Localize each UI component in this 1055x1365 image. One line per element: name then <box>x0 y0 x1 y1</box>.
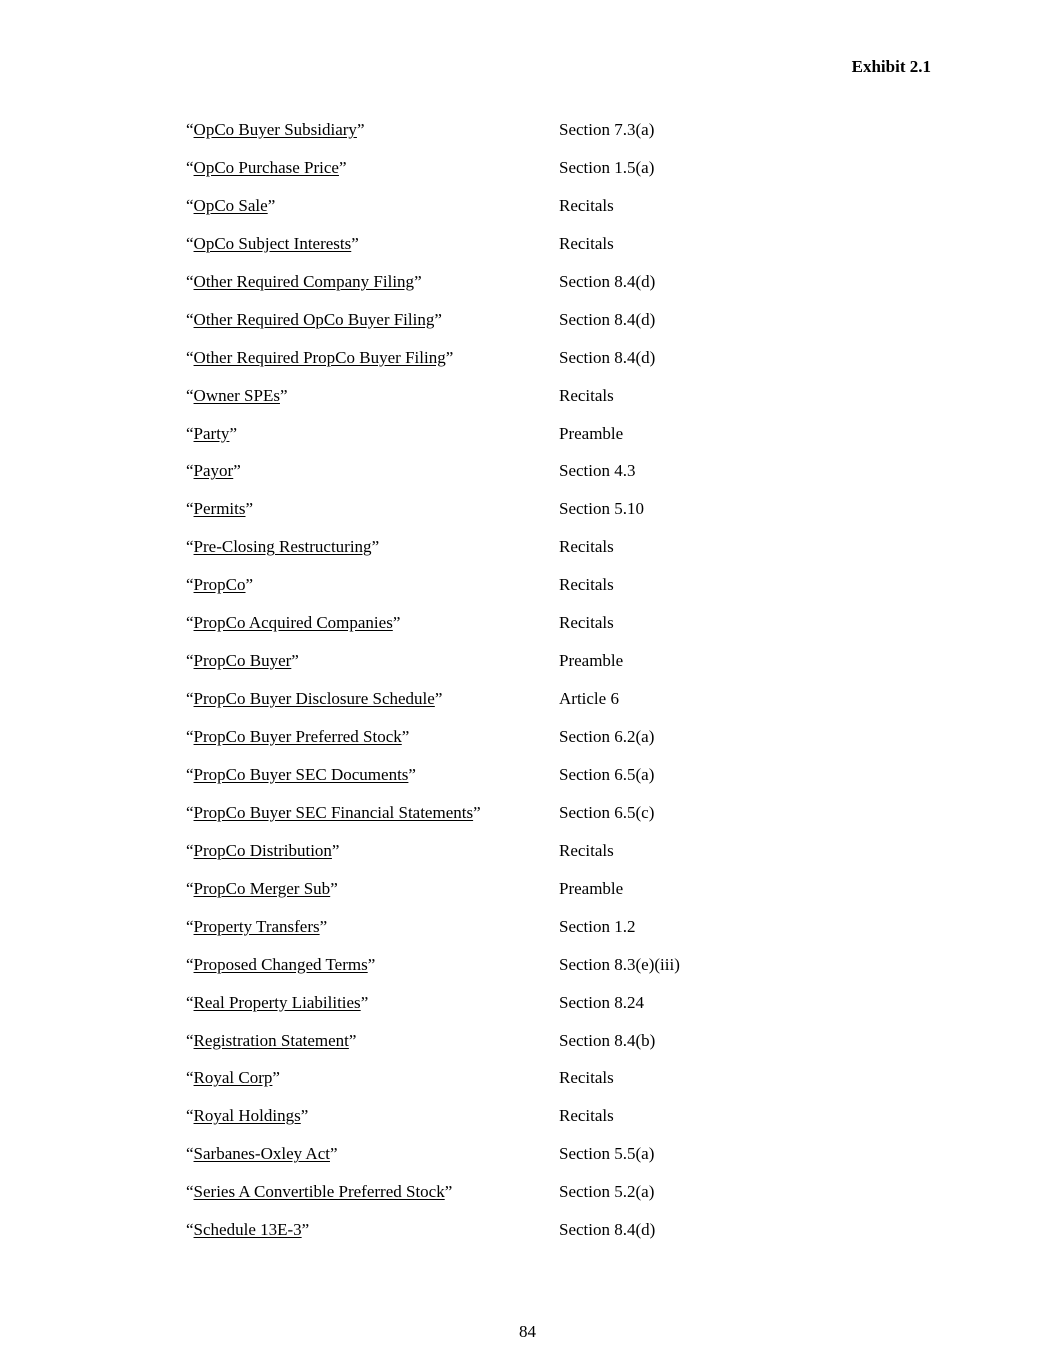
section-reference: Section 5.2(a) <box>559 1182 655 1202</box>
defined-term-name: PropCo Distribution <box>193 840 332 860</box>
definition-row <box>186 840 886 878</box>
definition-row <box>186 460 886 498</box>
defined-term: “Other Required OpCo Buyer Filing” <box>186 309 442 329</box>
section-reference: Section 1.2 <box>559 916 636 936</box>
section-reference: Section 8.4(b) <box>559 1030 656 1050</box>
definition-row <box>186 157 886 195</box>
definition-row <box>186 1143 886 1181</box>
definition-row <box>186 1181 886 1219</box>
defined-term-name: PropCo Buyer Disclosure Schedule <box>193 689 435 709</box>
definition-row <box>186 536 886 574</box>
defined-term-name: Sarbanes-Oxley Act <box>193 1144 330 1164</box>
defined-term: “Other Required PropCo Buyer Filing” <box>186 347 454 367</box>
defined-term-name: Other Required OpCo Buyer Filing <box>193 309 435 329</box>
defined-term-name: Payor <box>193 461 234 481</box>
section-reference: Recitals <box>559 575 614 595</box>
defined-term: “OpCo Buyer Subsidiary” <box>186 120 365 139</box>
defined-term: “Schedule 13E-3” <box>186 1220 310 1240</box>
defined-term-name: PropCo Buyer SEC Financial Statements <box>193 802 474 822</box>
definition-row <box>186 1105 886 1143</box>
definition-row <box>186 119 886 157</box>
definition-row <box>186 802 886 840</box>
definition-row <box>186 195 886 233</box>
defined-term-name: Pre-Closing Restructuring <box>193 537 372 557</box>
section-reference: Article 6 <box>559 689 619 709</box>
section-reference: Section 1.5(a) <box>559 157 655 177</box>
section-reference: Section 8.3(e)(iii) <box>559 954 680 974</box>
defined-term-name: Property Transfers <box>193 916 320 936</box>
defined-term: “PropCo Buyer Preferred Stock” <box>186 727 410 746</box>
section-reference: Recitals <box>559 195 614 215</box>
section-reference: Section 6.5(c) <box>559 802 655 822</box>
defined-term-name: Permits <box>193 499 246 519</box>
defined-term: “Royal Holdings” <box>186 1106 309 1126</box>
defined-term-name: Proposed Changed Terms <box>193 954 368 974</box>
defined-term-name: OpCo Subject Interests <box>193 233 352 253</box>
defined-term-name: PropCo Acquired Companies <box>193 613 393 633</box>
section-reference: Section 8.4(d) <box>559 1220 656 1240</box>
defined-term: “Party” <box>186 423 237 443</box>
definitions-index <box>186 119 886 1257</box>
defined-term-name: Registration Statement <box>193 1030 349 1050</box>
defined-term-name: Royal Holdings <box>193 1106 301 1126</box>
section-reference: Recitals <box>559 1068 614 1088</box>
page-number: 84 <box>519 1322 536 1341</box>
defined-term: “Property Transfers” <box>186 916 328 936</box>
defined-term-name: Other Required PropCo Buyer Filing <box>193 347 446 367</box>
section-reference: Section 7.3(a) <box>559 120 655 139</box>
defined-term: “OpCo Purchase Price” <box>186 157 347 177</box>
defined-term-name: OpCo Buyer Subsidiary <box>193 120 357 139</box>
definition-row <box>186 574 886 612</box>
section-reference: Section 4.3 <box>559 461 636 481</box>
exhibit-label: Exhibit 2.1 <box>851 57 931 76</box>
definition-row <box>186 650 886 688</box>
definition-row <box>186 764 886 802</box>
section-reference: Recitals <box>559 233 614 253</box>
section-reference: Preamble <box>559 423 624 443</box>
defined-term-name: PropCo Merger Sub <box>193 878 331 898</box>
definition-row <box>186 916 886 954</box>
section-reference: Section 5.10 <box>559 499 644 519</box>
defined-term-name: Series A Convertible Preferred Stock <box>193 1182 445 1202</box>
section-reference: Section 8.4(d) <box>559 271 656 291</box>
defined-term: “PropCo Distribution” <box>186 840 340 860</box>
defined-term-name: PropCo Buyer SEC Documents <box>193 764 409 784</box>
section-reference: Section 6.5(a) <box>559 764 655 784</box>
defined-term-name: Real Property Liabilities <box>193 992 361 1012</box>
section-reference: Recitals <box>559 385 614 405</box>
defined-term: “PropCo” <box>186 575 254 595</box>
section-reference: Section 5.5(a) <box>559 1144 655 1164</box>
definition-row <box>186 271 886 309</box>
defined-term: “Proposed Changed Terms” <box>186 954 376 974</box>
definition-row <box>186 309 886 347</box>
defined-term-name: Schedule 13E-3 <box>193 1220 302 1240</box>
definition-row <box>186 688 886 726</box>
defined-term: “PropCo Acquired Companies” <box>186 613 401 633</box>
defined-term: “PropCo Merger Sub” <box>186 878 338 898</box>
definition-row <box>186 1030 886 1068</box>
defined-term: “Other Required Company Filing” <box>186 271 422 291</box>
defined-term-name: PropCo Buyer <box>193 651 292 671</box>
section-reference: Section 8.4(d) <box>559 309 656 329</box>
defined-term-name: PropCo <box>193 575 246 595</box>
defined-term: “Series A Convertible Preferred Stock” <box>186 1182 453 1202</box>
defined-term: “Pre-Closing Restructuring” <box>186 537 380 557</box>
defined-term: “Real Property Liabilities” <box>186 992 369 1012</box>
definition-row <box>186 385 886 423</box>
defined-term: “Permits” <box>186 499 254 519</box>
defined-term-name: Owner SPEs <box>193 385 280 405</box>
defined-term-name: Royal Corp <box>193 1068 273 1088</box>
defined-term-name: Party <box>193 423 230 443</box>
definition-row <box>186 954 886 992</box>
definition-row <box>186 1067 886 1105</box>
defined-term-name: Other Required Company Filing <box>193 271 415 291</box>
defined-term: “Owner SPEs” <box>186 385 288 405</box>
definition-row <box>186 1219 886 1257</box>
defined-term: “PropCo Buyer” <box>186 651 299 671</box>
defined-term: “OpCo Sale” <box>186 195 276 215</box>
definition-row <box>186 423 886 461</box>
defined-term-name: OpCo Purchase Price <box>193 157 339 177</box>
definition-row <box>186 726 886 764</box>
defined-term: “Royal Corp” <box>186 1068 280 1088</box>
section-reference: Section 6.2(a) <box>559 727 655 746</box>
defined-term: “Sarbanes-Oxley Act” <box>186 1144 338 1164</box>
definition-row <box>186 233 886 271</box>
section-reference: Recitals <box>559 537 614 557</box>
defined-term: “OpCo Subject Interests” <box>186 233 359 253</box>
section-reference: Recitals <box>559 840 614 860</box>
defined-term: “PropCo Buyer SEC Documents” <box>186 764 416 784</box>
section-reference: Recitals <box>559 613 614 633</box>
defined-term: “Registration Statement” <box>186 1030 357 1050</box>
defined-term: “Payor” <box>186 461 241 481</box>
defined-term-name: PropCo Buyer Preferred Stock <box>193 727 402 746</box>
definition-row <box>186 878 886 916</box>
section-reference: Section 8.4(d) <box>559 347 656 367</box>
defined-term-name: OpCo Sale <box>193 195 268 215</box>
definition-row <box>186 347 886 385</box>
definition-row <box>186 498 886 536</box>
definition-row <box>186 612 886 650</box>
definition-row <box>186 992 886 1030</box>
defined-term: “PropCo Buyer SEC Financial Statements” <box>186 802 481 822</box>
section-reference: Section 8.24 <box>559 992 644 1012</box>
section-reference: Recitals <box>559 1106 614 1126</box>
section-reference: Preamble <box>559 878 624 898</box>
defined-term: “PropCo Buyer Disclosure Schedule” <box>186 689 443 709</box>
section-reference: Preamble <box>559 651 624 671</box>
